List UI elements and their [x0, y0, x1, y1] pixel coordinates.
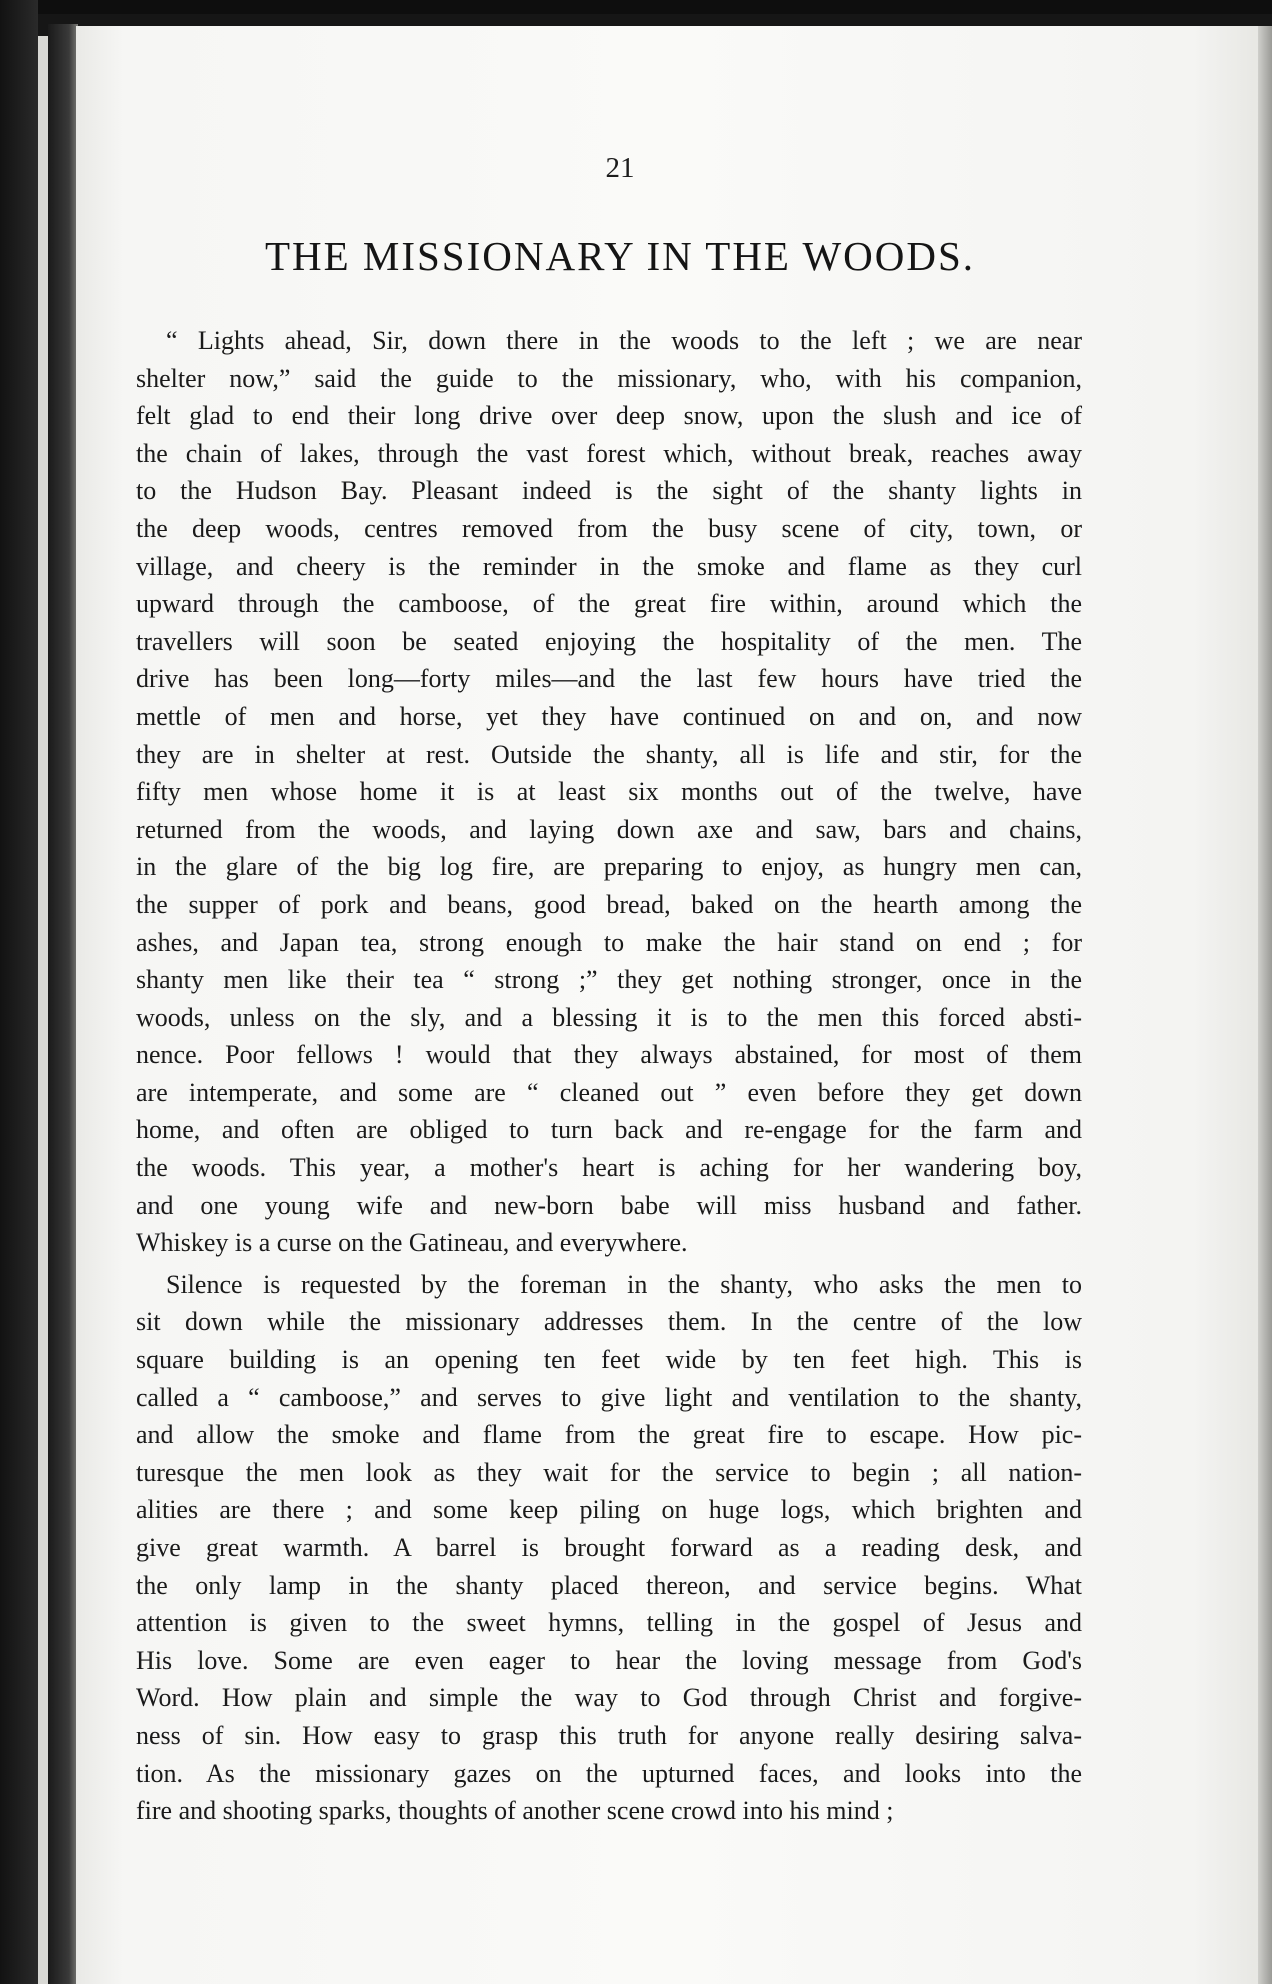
text-line: home, and often are obliged to turn back and re-engage for the farm and [136, 1115, 1082, 1145]
text-line: nence. Poor fellows ! would that they always abstained, for most of them [136, 1040, 1082, 1070]
facing-page-edge [38, 36, 48, 1984]
text-line: tion. As the missionary gazes on the upturned faces, and looks into the [136, 1758, 1082, 1788]
text-line: “ Lights ahead, Sir, down there in the woods to the left ; we are near [166, 326, 1082, 355]
text-line: Silence is requested by the foreman in the shanty, who asks the men to [166, 1269, 1082, 1299]
paragraph [136, 1266, 1082, 1830]
text-line: woods, unless on the sly, and a blessing it is to the men this forced absti- [136, 1002, 1082, 1032]
text-line: called a “ camboose,” and serves to give light and ventilation to the shanty, [136, 1382, 1082, 1412]
text-line: returned from the woods, and laying down axe and saw, bars and chains, [136, 814, 1082, 844]
text-line: are intemperate, and some are “ cleaned out ” even before they get down [136, 1077, 1082, 1107]
scan-left-shadow [0, 0, 38, 1984]
scan-top-edge [0, 0, 1272, 14]
text-line: shelter now,” said the guide to the missionary, who, with his companion, [136, 363, 1082, 393]
page-right-edge [1258, 26, 1272, 1984]
text-line: fire and shooting sparks, thoughts of another scene crowd into his mind ; [136, 1796, 894, 1826]
text-line: the chain of lakes, through the vast forest which, without break, reaches away [136, 438, 1082, 468]
text-line: sit down while the missionary addresses them. In the centre of the low [136, 1307, 1082, 1337]
text-line: His love. Some are even eager to hear the loving message from God's [136, 1645, 1082, 1675]
chapter-title: THE MISSIONARY IN THE WOODS. [264, 233, 976, 279]
text-line: the woods. This year, a mother's heart is aching for her wandering boy, [136, 1153, 1082, 1183]
text-line: and allow the smoke and flame from the great fire to escape. How pic- [136, 1420, 1082, 1450]
body-text [136, 322, 1082, 1830]
text-line: Whiskey is a curse on the Gatineau, and everywhere. [136, 1228, 688, 1258]
text-line: felt glad to end their long drive over deep snow, upon the slush and ice of [136, 401, 1082, 431]
text-line: the deep woods, centres removed from the busy scene of city, town, or [136, 513, 1082, 543]
text-line: the supper of pork and beans, good bread, baked on the hearth among the [136, 889, 1082, 919]
text-line: they are in shelter at rest. Outside the shanty, all is life and stir, for the [136, 739, 1082, 769]
book-spine-gutter [48, 24, 78, 1984]
text-line: shanty men like their tea “ strong ;” they get nothing stronger, once in the [136, 965, 1082, 995]
text-line: travellers will soon be seated enjoying the hospitality of the men. The [136, 626, 1082, 656]
text-line: give great warmth. A barrel is brought forward as a reading desk, and [136, 1533, 1082, 1562]
text-line: attention is given to the sweet hymns, telling in the gospel of Jesus and [136, 1608, 1082, 1638]
page-number: 21 [605, 152, 635, 184]
text-line: Word. How plain and simple the way to God through Christ and forgive- [136, 1683, 1082, 1713]
text-line: drive has been long—forty miles—and the last few hours have tried the [136, 664, 1082, 694]
text-line: and one young wife and new-born babe will miss husband and father. [136, 1190, 1082, 1220]
text-line: alities are there ; and some keep piling on huge logs, which brighten and [136, 1495, 1082, 1525]
text-line: turesque the men look as they wait for the service to begin ; all nation- [136, 1457, 1082, 1487]
text-line: ness of sin. How easy to grasp this truth for anyone really desiring salva- [136, 1720, 1082, 1750]
text-line: to the Hudson Bay. Pleasant indeed is the sight of the shanty lights in [136, 476, 1082, 506]
text-line: fifty men whose home it is at least six months out of the twelve, have [136, 777, 1082, 807]
text-line: upward through the camboose, of the great fire within, around which the [136, 589, 1082, 619]
text-line: square building is an opening ten feet wide by ten feet high. This is [136, 1345, 1082, 1375]
text-line: mettle of men and horse, yet they have continued on and on, and now [136, 701, 1082, 731]
text-line: ashes, and Japan tea, strong enough to make the hair stand on end ; for [136, 927, 1082, 957]
paragraph [136, 322, 1082, 1262]
text-line: village, and cheery is the reminder in the smoke and flame as they curl [136, 551, 1082, 581]
text-line: in the glare of the big log fire, are preparing to enjoy, as hungry men can, [136, 852, 1082, 882]
text-line: the only lamp in the shanty placed thereon, and service begins. What [136, 1570, 1082, 1600]
